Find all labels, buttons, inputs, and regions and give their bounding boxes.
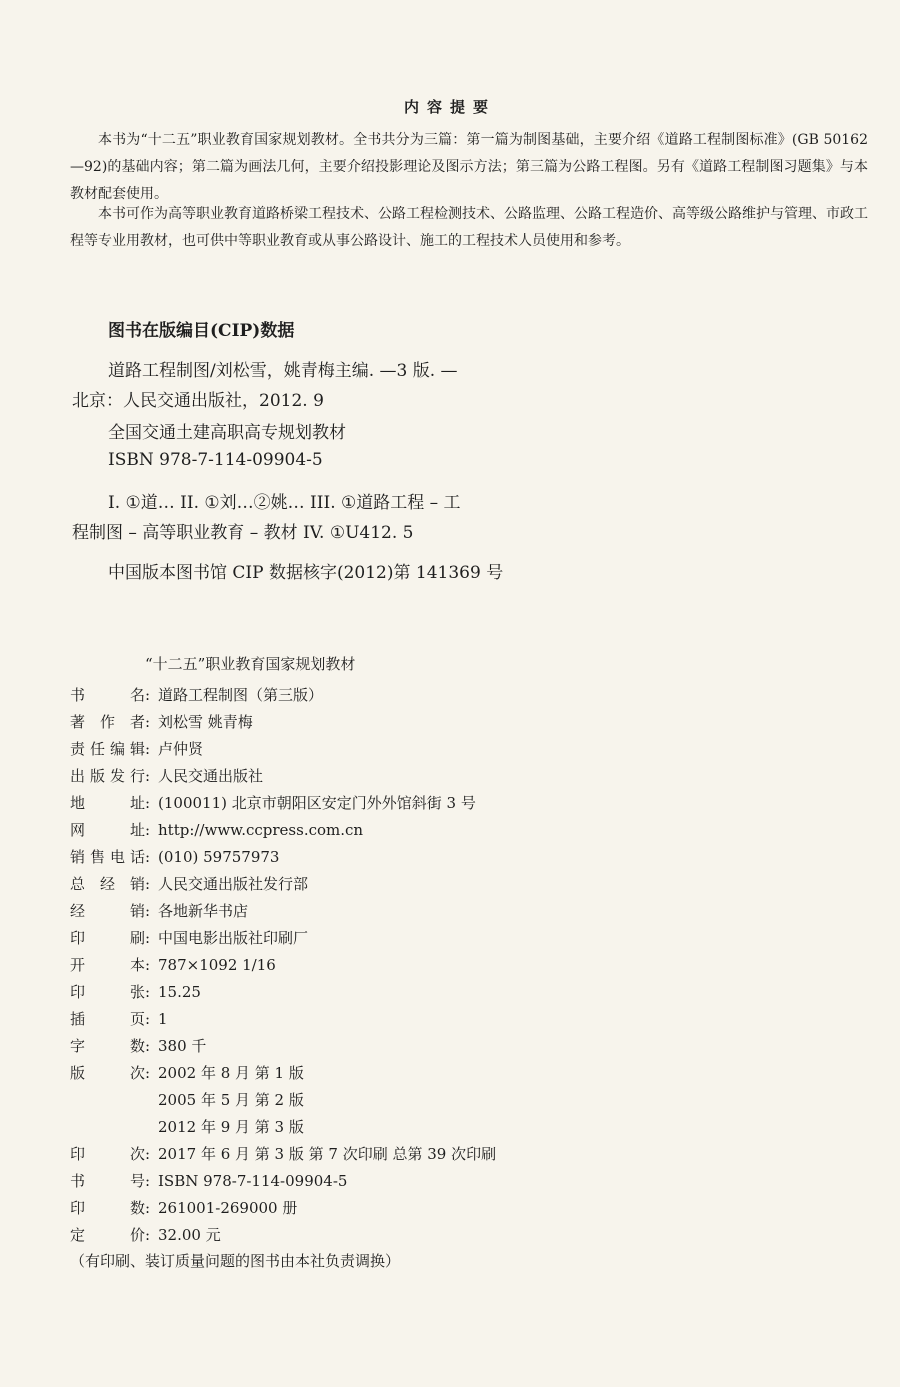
info-label: 网址 — [70, 821, 145, 839]
info-label: 地址 — [70, 794, 145, 812]
cip-line-3: 全国交通土建高职高专规划教材 — [108, 423, 346, 443]
abstract-title: 内容提要 — [403, 98, 496, 116]
info-label: 开本 — [70, 956, 145, 974]
info-value: (010) 59757973 — [158, 848, 280, 866]
info-label: 印刷 — [70, 929, 145, 947]
cip-line-7: 中国版本图书馆 CIP 数据核字(2012)第 141369 号 — [108, 563, 504, 583]
cip-heading: 图书在版编目(CIP)数据 — [108, 321, 295, 341]
info-label: 印数 — [70, 1199, 145, 1217]
info-value: 中国电影出版社印刷厂 — [158, 929, 309, 947]
info-label: 印次 — [70, 1145, 145, 1163]
series-name: “十二五”职业教育国家规划教材 — [145, 655, 356, 673]
info-label: 责任编辑 — [70, 740, 145, 758]
info-value: 2005 年 5 月 第 2 版 — [158, 1091, 304, 1109]
info-value: 787×1092 1/16 — [158, 956, 276, 974]
info-value: 1 — [158, 1010, 168, 1028]
cip-line-6: 程制图 – 高等职业教育 – 教材 IV. ①U412. 5 — [72, 523, 414, 543]
info-value: 261001-269000 册 — [158, 1199, 298, 1217]
info-value: 15.25 — [158, 983, 201, 1001]
info-label: 插页 — [70, 1010, 145, 1028]
info-value: 2002 年 8 月 第 1 版 — [158, 1064, 304, 1082]
info-label: 印张 — [70, 983, 145, 1001]
info-label: 销售电话 — [70, 848, 145, 866]
info-label: 经销 — [70, 902, 145, 920]
info-value: http://www.ccpress.com.cn — [158, 821, 364, 839]
info-value: 380 千 — [158, 1037, 207, 1055]
info-value: 2017 年 6 月 第 3 版 第 7 次印刷 总第 39 次印刷 — [158, 1145, 497, 1163]
cip-line-4: ISBN 978-7-114-09904-5 — [108, 450, 323, 470]
info-value: ISBN 978-7-114-09904-5 — [158, 1172, 348, 1190]
info-label: 著作者 — [70, 713, 145, 731]
footnote: （有印刷、装订质量问题的图书由本社负责调换） — [70, 1252, 401, 1270]
info-label: 总经销 — [70, 875, 145, 893]
info-value: 2012 年 9 月 第 3 版 — [158, 1118, 304, 1136]
info-value: 32.00 元 — [158, 1226, 221, 1244]
info-value: 人民交通出版社发行部 — [158, 875, 309, 893]
info-label: 书号 — [70, 1172, 145, 1190]
abstract-paragraph-2: 本书可作为高等职业教育道路桥梁工程技术、公路工程检测技术、公路监理、公路工程造价、高等级公路维护与管理、市政工程等专业用教材，也可供中等职业教育或从事公路设计、施工的工程技术人员使用和参考。 — [70, 206, 868, 249]
info-value: 刘松雪 姚青梅 — [158, 713, 253, 731]
info-label: 出版发行 — [70, 767, 145, 785]
info-value: 各地新华书店 — [158, 902, 249, 920]
info-value: (100011) 北京市朝阳区安定门外外馆斜街 3 号 — [158, 794, 476, 812]
cip-line-2: 北京：人民交通出版社，2012. 9 — [72, 391, 324, 411]
abstract-paragraph-1: 本书为“十二五”职业教育国家规划教材。全书共分为三篇：第一篇为制图基础，主要介绍《道路工程制图标准》(GB 50162—92)的基础内容；第二篇为画法几何，主要介绍投影理论及图示方法；第三篇为公路工程图。另有《道路工程制图习题集》与本教材配套使用。 — [70, 132, 868, 202]
cip-line-5: I. ①道… II. ①刘…②姚… III. ①道路工程 – 工 — [108, 493, 461, 513]
info-label: 字数 — [70, 1037, 145, 1055]
info-label: 版次 — [70, 1064, 145, 1082]
info-label: 定价 — [70, 1226, 145, 1244]
info-value: 人民交通出版社 — [158, 767, 264, 785]
info-value: 道路工程制图（第三版） — [158, 686, 324, 704]
cip-line-1: 道路工程制图/刘松雪，姚青梅主编. —3 版. — — [108, 361, 458, 381]
info-label: 书名 — [70, 686, 145, 704]
info-value: 卢仲贤 — [158, 740, 204, 758]
